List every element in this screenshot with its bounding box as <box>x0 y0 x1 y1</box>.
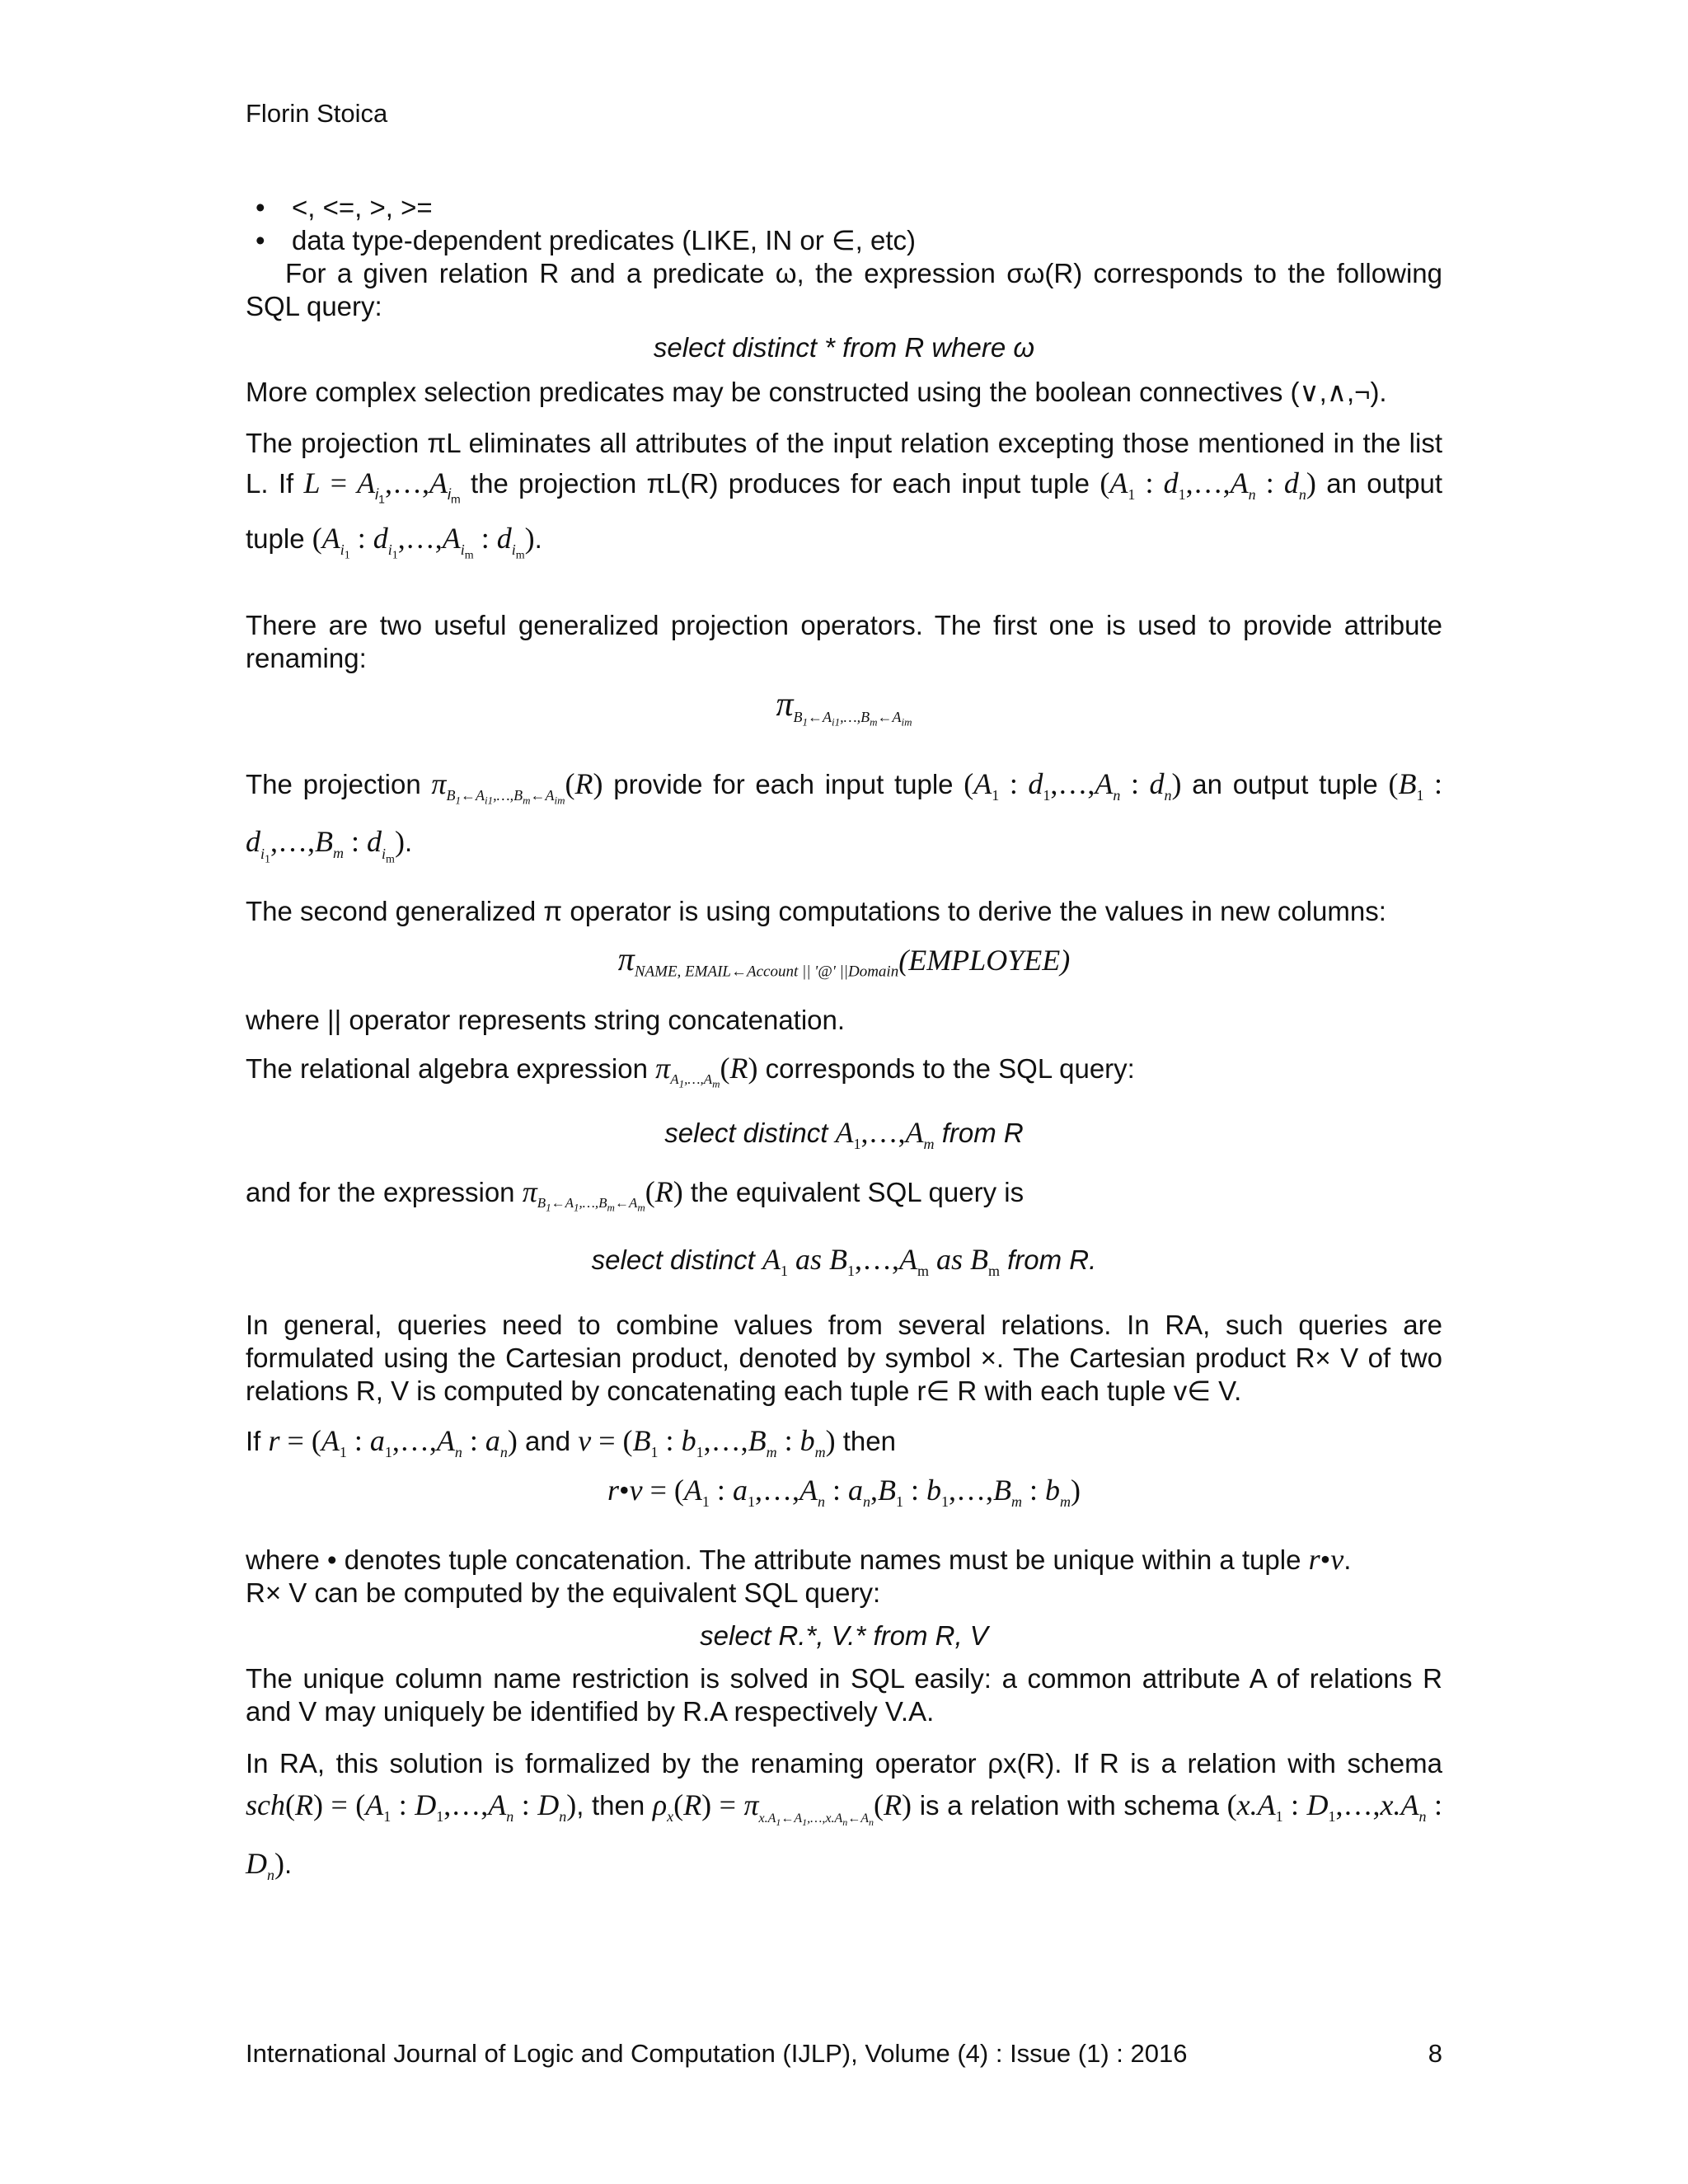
list-item: • data type-dependent predicates (LIKE, IN or ∈, etc) <box>256 225 916 255</box>
sql-query-projection: select distinct $A_1,\dots,A_m$ from R <box>664 1115 1024 1152</box>
paragraph-cartesian-product: In general, queries need to combine values from several relations. In RA, such queries are formulated using the Cartesian product, denoted by symbol ×. The Cartesian product R× V of two relations R, V is computed by concatenating each tuple r∈ R with each tuple v∈ V. <box>246 1310 1442 1407</box>
bullet-icon: • <box>256 225 265 255</box>
paragraph-tuple-definition: If $r = (A_1$ : $a_1,\dots,A_n$ : $a_n$) and $v = (B_1$ : $b_1,\dots,B_m$ : $b_m$) then <box>246 1424 896 1461</box>
page-footer <box>246 2039 1442 2069</box>
sql-query-cartesian: select R.*, V.* from R, V <box>700 1620 988 1652</box>
sql-query-selection: select distinct * from R where ω <box>653 332 1035 363</box>
formula-employee-projection: $\pi_{NAME, EMAIL\leftarrow Account || '@' ||Domain}(EMPLOYEE)$ <box>617 940 1071 981</box>
formula-list-L: L <box>303 466 321 499</box>
paragraph-concatenation: where || operator represents string concatenation. <box>246 1004 846 1035</box>
page-body <box>246 191 1442 1896</box>
sql-query-renaming: select distinct $A_1$ as $B_1,\dots,A_m$ as $B_m$ from R. <box>591 1242 1097 1280</box>
paragraph-cartesian-sql: R× V can be computed by the equivalent SQL query: <box>246 1577 881 1609</box>
paragraph-ra-expression: The relational algebra expression $\pi_{A_1,\dots,A_m}(R)$ corresponds to the SQL query: <box>246 1051 1135 1090</box>
bullet-icon: • <box>256 192 265 223</box>
predicate-list <box>246 191 1442 257</box>
paragraph-computed-columns: The second generalized π operator is using computations to derive the values in new columns: <box>246 896 1386 927</box>
journal-citation: International Journal of Logic and Computation (IJLP), Volume (4) : Issue (1) : 2016 <box>246 2039 1188 2068</box>
paragraph-projection: The projection πL eliminates all attributes of the input relation excepting those mentioned in the list L. If $L = A_{i_1},\dots,A_{i_m}$ the projection πL(R) produces for each input tuple ($A_1$ : $d_1,\dots,A_n$ : $d_n$) an output tuple ($A_{i_1}$ : $d_{i_1},\dots,A_{i_m}$ : $d_{i_m}$). <box>246 428 1443 562</box>
paragraph-renaming-operator: In RA, this solution is formalized by the renaming operator ρx(R). If R is a relation with schema $sch(R) = (A_1$ : $D_1,\dots,A_n$ : $D_n$), then $\rho_x(R) = \pi_{x.A_1\leftarrow A_1,\dots,x.A_n\leftarrow A_n}(R)$ is a relation with schema ($x.A_1$ : $D_1,\dots,x.A_n$ : $D_n$). <box>246 1748 1442 1883</box>
paragraph-boolean-connectives: More complex selection predicates may be constructed using the boolean connectives (∨,∧,¬). <box>246 377 1387 407</box>
paragraph-unique-column: The unique column name restriction is solved in SQL easily: a common attribute A of relations R and V may uniquely be identified by R.A respectively V.A. <box>246 1663 1442 1727</box>
formula-input-tuple: ($A_1$ : $d_1,\dots,A_n$ : $d_n$) <box>1100 466 1316 504</box>
formula-tuple-concatenation: r•v = ($A_1$ : $a_1,\dots,A_n$ : $a_n,B_1$ : $b_1,\dots,B_m$ : $b_m$) <box>607 1474 1081 1511</box>
paragraph-generalized-projection: There are two useful generalized projection operators. The first one is used to provide attribute renaming: <box>246 609 1442 673</box>
paragraph-selection: For a given relation R and a predicate ω, the expression σω(R) corresponds to the following SQL query: <box>246 258 1442 321</box>
page-number: 8 <box>1428 2039 1442 2068</box>
running-header: Florin Stoica <box>246 99 388 128</box>
list-item: • <, <=, >, >= <box>256 192 433 223</box>
paragraph-renaming: The projection $\pi_{B_1\leftarrow A_{i1},\dots,B_m\leftarrow A_{im}}(R)$ provide for each input tuple ($A_1$ : $d_1,\dots,A_n$ : $d_n$) an output tuple ($B_1$ : $d_{i_1},\dots,B_m$ : $d_{i_m}$). <box>246 767 1443 866</box>
paragraph-renaming-sql: and for the expression $\pi_{B_1\leftarrow A_1,\dots,B_m\leftarrow A_m}(R)$ the equivalent SQL query is <box>246 1174 1025 1214</box>
formula-output-tuple: ($A_{i_1}$ : $d_{i_1},\dots,A_{i_m}$ : $d_{i_m}$) <box>312 522 535 562</box>
formula-renaming-projection: $\pi_{B_1\leftarrow A_{i1},\dots,B_m\leftarrow A_{im}}$ <box>776 685 912 729</box>
paragraph-tuple-concatenation: where • denotes tuple concatenation. The attribute names must be unique within a tuple r•v. <box>246 1543 1352 1577</box>
